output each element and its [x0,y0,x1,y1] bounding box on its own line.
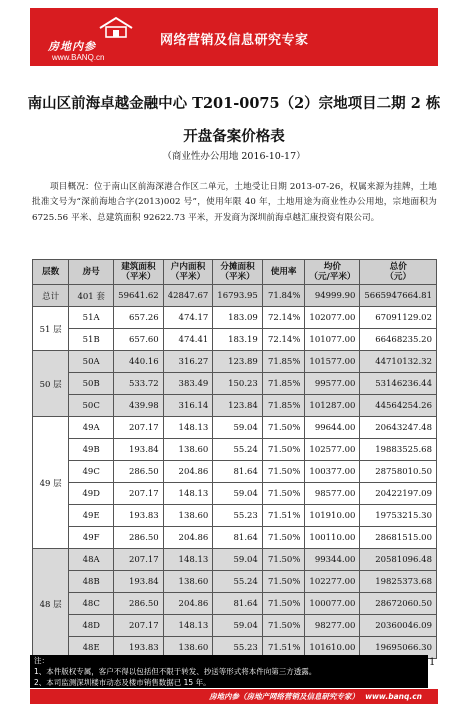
total-cell: 20581096.48 [360,549,437,571]
rate-cell: 71.50% [262,593,305,615]
house-icon [98,16,134,38]
table-row [33,571,437,593]
rate-cell: 71.85% [262,395,305,417]
rate-cell: 71.85% [262,373,305,395]
total-row [33,285,437,307]
floor-cell: 49 层 [33,417,69,549]
room-cell: 51A [69,307,114,329]
total-build-area: 59641.62 [114,285,164,307]
rate-cell: 72.14% [262,329,305,351]
build-cell: 533.72 [114,373,164,395]
build-cell: 193.83 [114,637,164,659]
room-cell: 49E [69,505,114,527]
price-cell: 99344.00 [305,549,360,571]
room-cell: 50A [69,351,114,373]
rate-cell: 71.50% [262,461,305,483]
price-cell: 102577.00 [305,439,360,461]
total-unit-price: 94999.90 [305,285,360,307]
shared-cell: 183.19 [213,329,263,351]
build-cell: 286.50 [114,593,164,615]
total-cell: 19753215.30 [360,505,437,527]
shared-cell: 55.23 [213,505,263,527]
total-cell: 66468235.20 [360,329,437,351]
price-cell: 98577.00 [305,483,360,505]
price-cell: 101610.00 [305,637,360,659]
inner-cell: 204.86 [163,593,213,615]
brand-logo [38,12,158,62]
rate-cell: 71.85% [262,351,305,373]
shared-cell: 59.04 [213,417,263,439]
footer-bar [30,689,438,704]
build-cell: 440.16 [114,351,164,373]
room-cell: 48A [69,549,114,571]
inner-cell: 383.49 [163,373,213,395]
project-overview: 项目概况：位于南山区前海深港合作区二单元，土地受让日期 2013-07-26，权属来源为挂牌，土地批准文号为“深前海地合字(2013)002 号”，使用年限 40 年，土地用途为商业性办公用地，宗地面积为 6725.56 平米、总建筑面积 92622.73 平米，开发商为深圳前海卓越汇康投资有限公司。 [32,182,437,223]
room-cell: 49D [69,483,114,505]
table-row [33,505,437,527]
header-banner [30,8,438,66]
shared-cell: 183.09 [213,307,263,329]
shared-cell: 81.64 [213,593,263,615]
build-cell: 657.60 [114,329,164,351]
price-cell: 102277.00 [305,571,360,593]
inner-cell: 138.60 [163,637,213,659]
table-row [33,615,437,637]
col-inner-area: 户内面积 （平米） [163,260,213,285]
total-cell: 28758010.50 [360,461,437,483]
build-cell: 193.84 [114,439,164,461]
col-total-price: 总价 （元） [360,260,437,285]
document-title-line2: 开盘备案价格表 [183,128,285,145]
note-line-1: 1、本件版权专属，客户不得以包括但不限于转发、抄送等形式将本件向第三方透露。 [34,667,317,676]
table-row [33,593,437,615]
total-usage-rate: 71.84% [262,285,305,307]
total-label: 总计 [33,285,69,307]
table-row [33,307,437,329]
floor-cell: 50 层 [33,351,69,417]
rate-cell: 71.50% [262,615,305,637]
table-row [33,417,437,439]
table-row [33,329,437,351]
inner-cell: 316.14 [163,395,213,417]
price-cell: 100110.00 [305,527,360,549]
total-cell: 28681515.00 [360,527,437,549]
rate-cell: 71.51% [262,637,305,659]
shared-cell: 55.23 [213,637,263,659]
table-header-row [33,260,437,285]
total-cell: 67091129.02 [360,307,437,329]
rate-cell: 71.50% [262,483,305,505]
col-usage-rate: 使用率 [262,260,305,285]
inner-cell: 138.60 [163,571,213,593]
inner-cell: 148.13 [163,615,213,637]
price-cell: 99577.00 [305,373,360,395]
shared-cell: 59.04 [213,615,263,637]
inner-cell: 148.13 [163,417,213,439]
shared-cell: 81.64 [213,461,263,483]
rate-cell: 71.50% [262,549,305,571]
total-cell: 44564254.26 [360,395,437,417]
col-room: 房号 [69,260,114,285]
price-cell: 101577.00 [305,351,360,373]
table-row [33,439,437,461]
price-cell: 99644.00 [305,417,360,439]
note-label: 注： [34,656,49,665]
shared-cell: 59.04 [213,549,263,571]
room-cell: 49C [69,461,114,483]
shared-cell: 123.89 [213,351,263,373]
inner-cell: 204.86 [163,461,213,483]
rate-cell: 71.51% [262,505,305,527]
note-line-2: 2、本司监测深圳楼市动态及楼市销售数据已 15 年。 [34,678,211,687]
build-cell: 207.17 [114,483,164,505]
total-cell: 19883525.68 [360,439,437,461]
shared-cell: 55.24 [213,439,263,461]
room-cell: 50B [69,373,114,395]
shared-cell: 59.04 [213,483,263,505]
room-cell: 50C [69,395,114,417]
total-inner-area: 42847.67 [163,285,213,307]
total-cell: 19695066.30 [360,637,437,659]
rate-cell: 71.50% [262,527,305,549]
rate-cell: 71.50% [262,439,305,461]
room-cell: 49B [69,439,114,461]
col-floor: 层数 [33,260,69,285]
price-cell: 101910.00 [305,505,360,527]
inner-cell: 148.13 [163,549,213,571]
price-cell: 102077.00 [305,307,360,329]
rate-cell: 72.14% [262,307,305,329]
inner-cell: 474.41 [163,329,213,351]
inner-cell: 148.13 [163,483,213,505]
build-cell: 193.84 [114,571,164,593]
table-row [33,461,437,483]
room-cell: 48E [69,637,114,659]
table-row [33,351,437,373]
total-cell: 20643247.48 [360,417,437,439]
col-unit-price: 均价 （元/平米） [305,260,360,285]
price-table [32,259,437,659]
total-cell: 53146236.44 [360,373,437,395]
room-cell: 49A [69,417,114,439]
banner-slogan: 网络营销及信息研究专家 [160,33,309,48]
inner-cell: 474.17 [163,307,213,329]
price-cell: 100377.00 [305,461,360,483]
footer-url: www.banq.cn [365,692,422,701]
table-row [33,527,437,549]
build-cell: 286.50 [114,461,164,483]
total-cell: 19825373.68 [360,571,437,593]
table-row [33,395,437,417]
price-cell: 101287.00 [305,395,360,417]
floor-cell: 48 层 [33,549,69,659]
col-build-area: 建筑面积 （平米） [114,260,164,285]
copyright-note [30,655,428,688]
build-cell: 207.17 [114,417,164,439]
total-cell: 44710132.32 [360,351,437,373]
rate-cell: 71.50% [262,571,305,593]
rate-cell: 71.50% [262,417,305,439]
table-row [33,483,437,505]
floor-cell: 51 层 [33,307,69,351]
col-shared-area: 分摊面积 （平米） [213,260,263,285]
room-cell: 48D [69,615,114,637]
total-cell: 20422197.09 [360,483,437,505]
document-subtitle: （商业性办公用地 2016-10-17） [162,151,306,162]
build-cell: 207.17 [114,549,164,571]
room-cell: 48C [69,593,114,615]
logo-title: 房地内参 [48,40,96,53]
page-number: 1 [429,657,436,668]
total-total-price: 5665947664.81 [360,285,437,307]
price-cell: 100077.00 [305,593,360,615]
inner-cell: 138.60 [163,505,213,527]
build-cell: 657.26 [114,307,164,329]
table-row [33,373,437,395]
price-cell: 98277.00 [305,615,360,637]
build-cell: 193.83 [114,505,164,527]
total-cell: 28672060.50 [360,593,437,615]
document-title: 南山区前海卓越金融中心 T201-0075（2）宗地项目二期 2 栋 [27,95,441,112]
room-cell: 51B [69,329,114,351]
inner-cell: 204.86 [163,527,213,549]
build-cell: 207.17 [114,615,164,637]
shared-cell: 55.24 [213,571,263,593]
build-cell: 286.50 [114,527,164,549]
total-room-count: 401 套 [69,285,114,307]
room-cell: 49F [69,527,114,549]
shared-cell: 81.64 [213,527,263,549]
total-shared-area: 16793.95 [213,285,263,307]
footer-brand: 房地内参（房地产网络营销及信息研究专家） [209,692,360,701]
build-cell: 439.98 [114,395,164,417]
room-cell: 48B [69,571,114,593]
shared-cell: 150.23 [213,373,263,395]
table-row [33,549,437,571]
shared-cell: 123.84 [213,395,263,417]
inner-cell: 316.27 [163,351,213,373]
total-cell: 20360046.09 [360,615,437,637]
price-cell: 101077.00 [305,329,360,351]
logo-url: www.BANQ.cn [52,53,105,62]
inner-cell: 138.60 [163,439,213,461]
